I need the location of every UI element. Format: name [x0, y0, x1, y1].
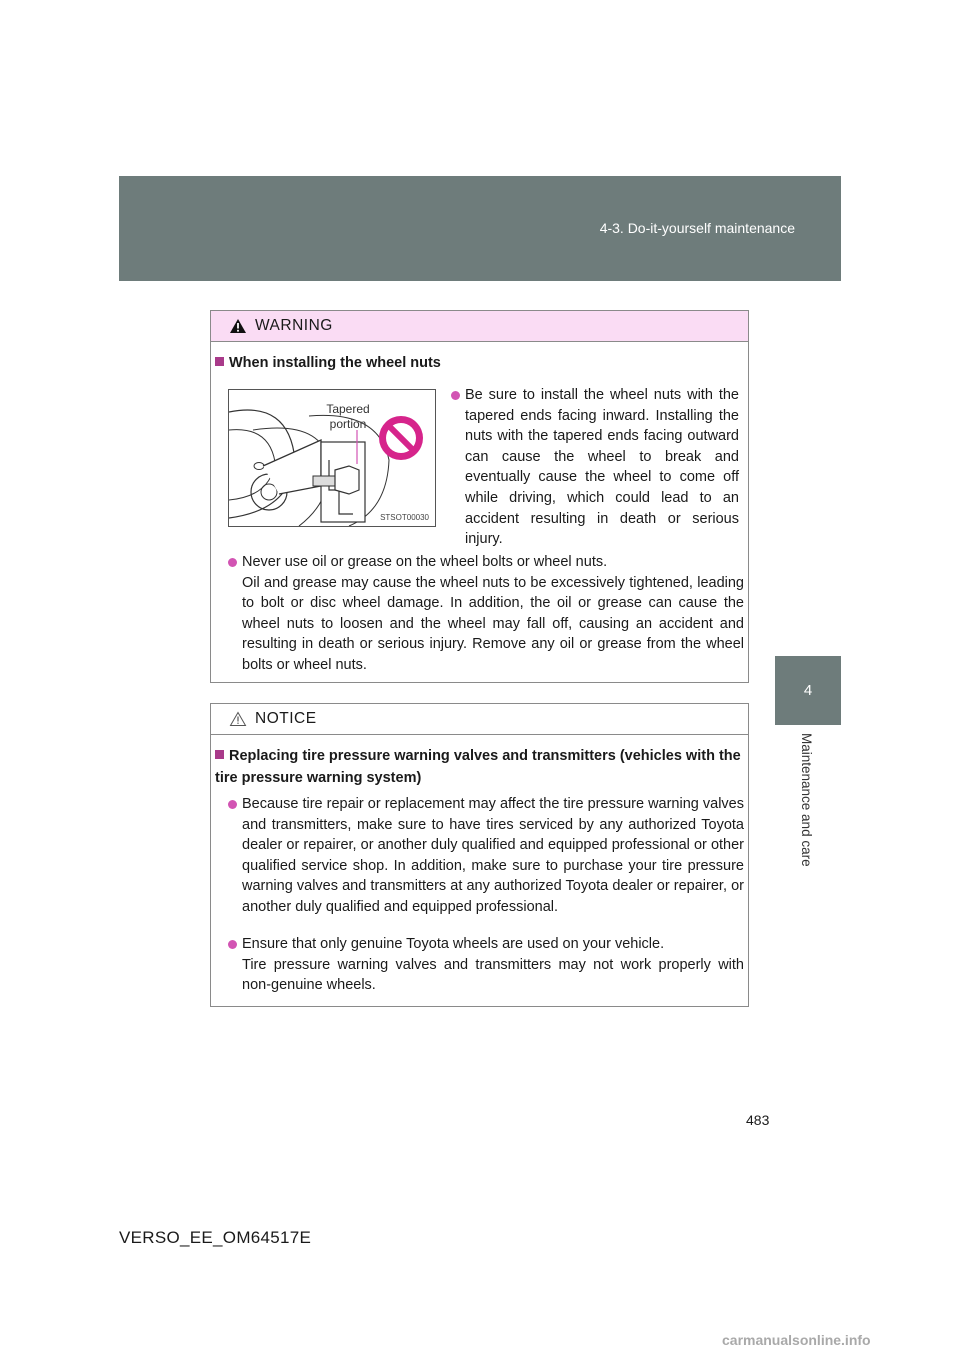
wheel-nut-illustration: [228, 389, 436, 527]
notice-title: NOTICE: [255, 710, 317, 727]
warning-bullet-2-body: Oil and grease may cause the wheel nuts to be excessively tightened, leading to bolt or disc wheel damage. In addition, the oil or grease can cause the wheel nuts to loosen and the wheel may fall off, causing an accident and resulting in death or serious injury. Remove any oil or grease from the wheel bolts or wheel nuts.: [242, 574, 744, 673]
warning-bullet-1: Be sure to install the wheel nuts with the tapered ends facing inward. Installing the nuts with the tapered ends facing outward can cause the wheel to break and eventually cause the wheel to come off while driving, which could lead to an accident resulting in death or serious injury.: [465, 385, 739, 550]
chapter-tab: [775, 656, 841, 725]
notice-bullet-1: Because tire repair or replacement may affect the tire pressure warning valves and transmitters, make sure to have tires serviced by any authorized Toyota dealer or repairer, or another duly qualified and equipped professional or other qualified service shop. In addition, make sure to purchase your tire pressure warning valves and transmitters at any authorized Toyota dealer or repairer, or another duly qualified and equipped professional.: [242, 794, 744, 918]
chapter-number: 4: [803, 682, 813, 699]
square-bullet-icon: [215, 357, 224, 366]
section-title: 4-3. Do-it-yourself maintenance: [599, 220, 795, 236]
notice-box: [210, 703, 749, 1007]
document-code: VERSO_EE_OM64517E: [119, 1228, 312, 1247]
bullet-dot-icon: [228, 558, 237, 567]
warning-subheading: When installing the wheel nuts: [215, 352, 441, 374]
notice-bullet-2: [242, 934, 744, 996]
header-band: [119, 176, 841, 281]
square-bullet-icon: [215, 750, 224, 759]
notice-subheading: Replacing tire pressure warning valves and transmitters (vehicles with the tire pressure warning system): [215, 748, 741, 786]
notice-bullet-2-body: Tire pressure warning valves and transmitters may not work properly with non-genuine wheels.: [242, 956, 744, 994]
bullet-dot-icon: [228, 940, 237, 949]
warning-header: [211, 311, 748, 342]
warning-bullet-2-title: Never use oil or grease on the wheel bolts or wheel nuts.: [242, 554, 608, 570]
watermark: carmanualsonline.info: [722, 1332, 871, 1348]
chapter-label: Maintenance and care: [799, 733, 814, 867]
warning-box: [210, 310, 749, 683]
bullet-dot-icon: [228, 800, 237, 809]
notice-header: [211, 704, 748, 735]
notice-bullet-2-title: Ensure that only genuine Toyota wheels are used on your vehicle.: [242, 936, 665, 952]
warning-bullet-2: [242, 552, 744, 676]
warning-icon: [229, 318, 247, 334]
warning-title: WARNING: [255, 317, 333, 334]
illustration-code: STSOT00030: [380, 513, 429, 522]
caution-icon: [229, 711, 247, 727]
page-number: 483: [746, 1112, 770, 1128]
tapered-portion-label: Tapered portion: [326, 402, 370, 431]
bullet-dot-icon: [451, 391, 460, 400]
